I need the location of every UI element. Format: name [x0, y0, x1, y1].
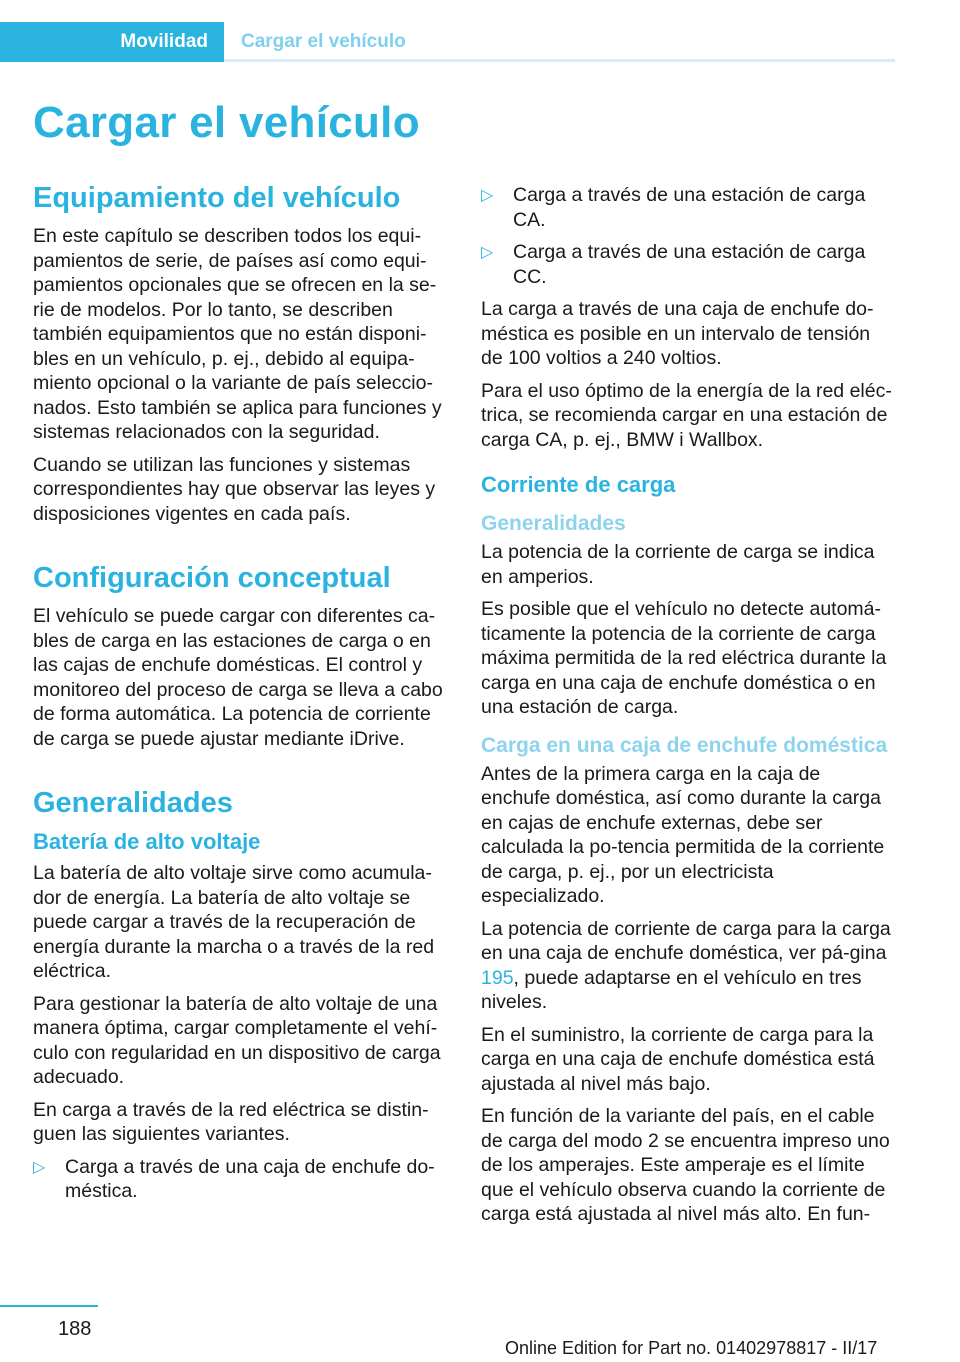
paragraph: La potencia de la corriente de carga se indica en amperios. — [481, 541, 875, 588]
footer-rule — [0, 1305, 98, 1307]
list-item-text: Carga a través de una caja de enchufe do-méstica. — [65, 1155, 435, 1202]
triangle-bullet-icon: ▷ — [481, 244, 494, 261]
list-item — [33, 1155, 447, 1204]
page-header — [0, 22, 895, 62]
header-rule — [224, 59, 895, 62]
triangle-bullet-icon: ▷ — [33, 1158, 46, 1176]
paragraph: En este capítulo se describen todos los equi-pamientos de serie, de países así como equi-pamientos opcionales que se ofrecen en la se-rie de modelos. Por lo tanto, se describen también equipamientos que no están disponi-bles en un vehículo, p. ej., debido al equipa-miento opcional o la variante de país seleccio-nados. Esto también se aplica para funciones y sistemas relacionados con la seguridad. — [33, 225, 442, 443]
heading-bateria: Batería de alto voltaje — [33, 829, 261, 854]
heading-generalidades: Generalidades — [33, 787, 233, 819]
paragraph: El vehículo se puede cargar con diferentes ca-bles de carga en las estaciones de carga o en las cajas de enchufe domésticas. El control y monitoreo del proceso de carga se lleva a cabo de forma automática. La potencia de corriente de carga se puede ajustar mediante iDrive. — [33, 605, 443, 750]
heading-configuracion: Configuración conceptual — [33, 562, 391, 594]
heading-equipamiento: Equipamiento del vehículo — [33, 182, 401, 214]
paragraph: Para el uso óptimo de la energía de la red eléc-trica, se recomienda cargar en una estación de carga CA, p. ej., BMW i Wallbox. — [481, 379, 892, 451]
paragraph: En función de la variante del país, en el cable de carga del modo 2 se encuentra impreso uno de los amperajes. Este amperaje es el límite que el vehículo observa cuando la corriente de carga está ajustada al nivel más alto. En fun- — [481, 1105, 890, 1225]
right-column — [481, 183, 895, 1235]
paragraph: La batería de alto voltaje sirve como acumula-dor de energía. La batería de alto voltaje se puede cargar a través de la recuperación de energía durante la marcha o a través de la red eléctrica. — [33, 862, 435, 982]
paragraph: Es posible que el vehículo no detecte automá-ticamente la potencia de la corriente de carga máxima permitida de la red eléctrica durante la carga en una caja de enchufe doméstica o en una estación de carga. — [481, 598, 887, 718]
list-item — [481, 240, 895, 289]
paragraph — [481, 917, 895, 1015]
variant-list-continued — [481, 183, 895, 289]
text: La potencia de corriente de carga para la carga en una caja de enchufe doméstica, ver pá-gina — [481, 917, 891, 964]
list-item — [481, 183, 895, 232]
edition-note: Online Edition for Part no. 01402978817 - II/17 — [505, 1338, 878, 1358]
paragraph: Cuando se utilizan las funciones y sistemas correspondientes hay que observar las leyes y disposiciones vigentes en cada país. — [33, 453, 436, 525]
paragraph: En carga a través de la red eléctrica se distin-guen las siguientes variantes. — [33, 1098, 429, 1145]
paragraph: En el suministro, la corriente de carga para la carga en una caja de enchufe doméstica está ajustada al nivel más bajo. — [481, 1023, 875, 1095]
header-chapter-link[interactable]: Cargar el vehículo — [241, 31, 406, 52]
subheading-caja-enchufe: Carga en una caja de enchufe doméstica — [481, 733, 888, 757]
page-number: 188 — [58, 1318, 92, 1340]
list-item-text: Carga a través de una estación de carga CA. — [513, 184, 866, 231]
header-section-link[interactable]: Movilidad — [120, 31, 208, 52]
paragraph: Para gestionar la batería de alto voltaje de una manera óptima, cargar completamente el vehí-culo con regularidad en un dispositivo de carga adecuado. — [33, 992, 441, 1088]
list-item-text: Carga a través de una estación de carga CC. — [513, 241, 866, 288]
subheading-generalidades: Generalidades — [481, 512, 626, 535]
heading-corriente: Corriente de carga — [481, 472, 676, 497]
page-reference-link[interactable]: 195 — [481, 966, 514, 989]
paragraph: La carga a través de una caja de enchufe do-méstica es posible en un intervalo de tensión de 100 voltios a 240 voltios. — [481, 298, 874, 369]
page-title: Cargar el vehículo — [33, 98, 420, 147]
paragraph: Antes de la primera carga en la caja de enchufe doméstica, así como durante la carga en cajas de enchufe externas, debe ser calculada la po-tencia permitida de la corriente de carga, p. ej., por un electricista especializado. — [481, 762, 885, 907]
text: , puede adaptarse en el vehículo en tres niveles. — [481, 966, 862, 1013]
variant-list — [33, 1155, 447, 1204]
left-column — [33, 180, 447, 1212]
triangle-bullet-icon: ▷ — [481, 187, 494, 204]
